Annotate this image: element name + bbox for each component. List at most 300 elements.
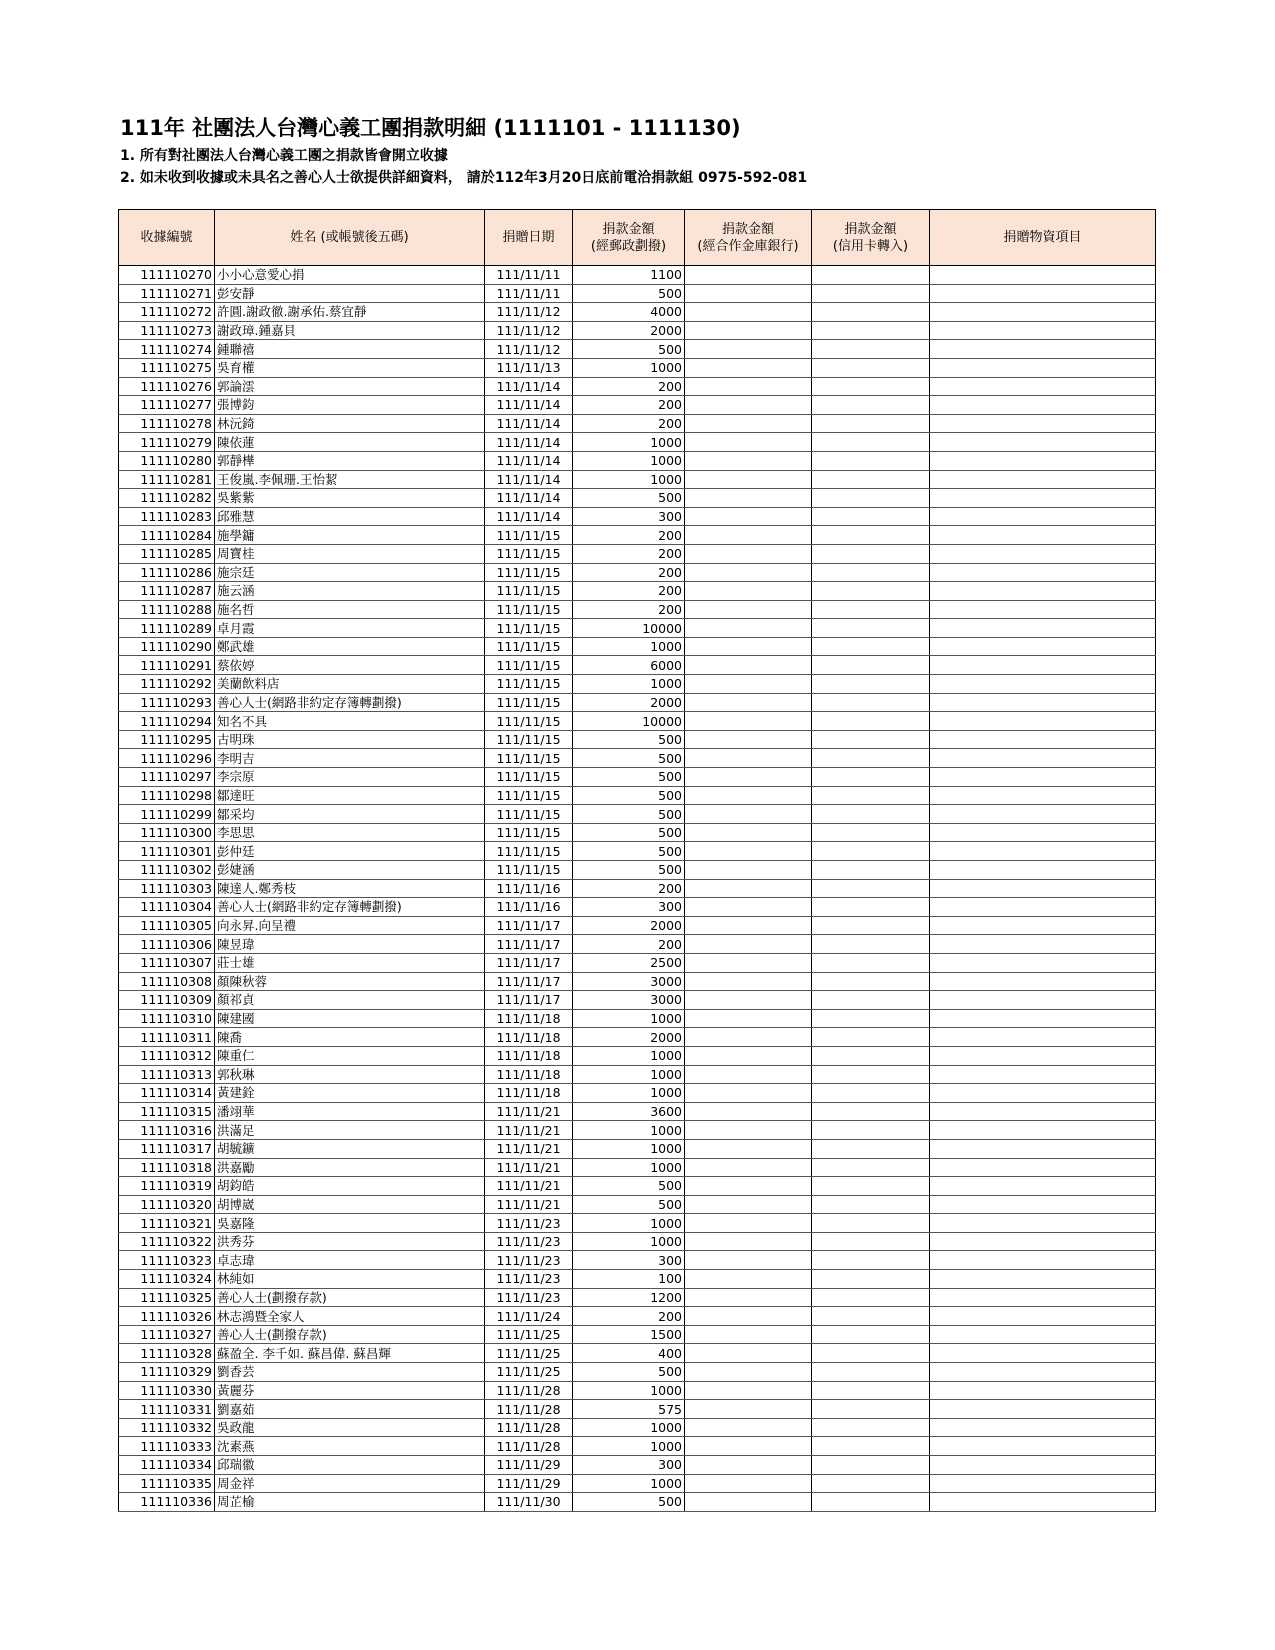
table-row xyxy=(119,1158,1156,1177)
cell-amount-bank xyxy=(685,1270,812,1289)
cell-amount-postal: 500 xyxy=(573,1363,685,1382)
cell-amount-bank xyxy=(685,1009,812,1028)
cell-amount-postal: 1000 xyxy=(573,451,685,470)
cell-items xyxy=(930,451,1156,470)
cell-name: 向永昇.向呈禮 xyxy=(215,916,485,935)
cell-receipt-no: 111110298 xyxy=(119,786,215,805)
cell-amount-card xyxy=(812,451,930,470)
cell-amount-card xyxy=(812,340,930,359)
cell-date: 111/11/17 xyxy=(485,972,573,991)
cell-receipt-no: 111110294 xyxy=(119,712,215,731)
cell-date: 111/11/15 xyxy=(485,712,573,731)
cell-amount-card xyxy=(812,414,930,433)
table-row xyxy=(119,675,1156,694)
cell-amount-bank xyxy=(685,489,812,508)
cell-items xyxy=(930,1084,1156,1103)
cell-amount-bank xyxy=(685,768,812,787)
table-row xyxy=(119,1344,1156,1363)
cell-items xyxy=(930,563,1156,582)
cell-amount-card xyxy=(812,563,930,582)
cell-receipt-no: 111110274 xyxy=(119,340,215,359)
table-row xyxy=(119,1437,1156,1456)
cell-date: 111/11/18 xyxy=(485,1009,573,1028)
note-contact: 2. 如未收到收據或未具名之善心人士欲提供詳細資料， 請於112年3月20日底前電洽捐款組 0975-592-081 xyxy=(120,170,808,186)
cell-date: 111/11/15 xyxy=(485,675,573,694)
cell-date: 111/11/14 xyxy=(485,433,573,452)
cell-amount-card xyxy=(812,656,930,675)
cell-amount-postal: 500 xyxy=(573,340,685,359)
cell-items xyxy=(930,303,1156,322)
cell-amount-card xyxy=(812,358,930,377)
cell-receipt-no: 111110316 xyxy=(119,1121,215,1140)
cell-items xyxy=(930,1139,1156,1158)
cell-receipt-no: 111110331 xyxy=(119,1400,215,1419)
table-row xyxy=(119,1009,1156,1028)
cell-amount-card xyxy=(812,526,930,545)
cell-name: 周寶桂 xyxy=(215,544,485,563)
cell-items xyxy=(930,693,1156,712)
cell-amount-card xyxy=(812,898,930,917)
cell-date: 111/11/28 xyxy=(485,1418,573,1437)
cell-amount-card xyxy=(812,1065,930,1084)
cell-amount-card xyxy=(812,953,930,972)
cell-receipt-no: 111110315 xyxy=(119,1102,215,1121)
cell-name: 潘翊華 xyxy=(215,1102,485,1121)
cell-amount-card xyxy=(812,1363,930,1382)
table-row xyxy=(119,1028,1156,1047)
cell-amount-card xyxy=(812,972,930,991)
cell-amount-card xyxy=(812,879,930,898)
cell-name: 陳昱瑋 xyxy=(215,935,485,954)
cell-date: 111/11/12 xyxy=(485,340,573,359)
cell-receipt-no: 111110293 xyxy=(119,693,215,712)
table-row xyxy=(119,861,1156,880)
table-row xyxy=(119,414,1156,433)
cell-name: 彭仲廷 xyxy=(215,842,485,861)
cell-receipt-no: 111110303 xyxy=(119,879,215,898)
cell-amount-postal: 500 xyxy=(573,1177,685,1196)
cell-items xyxy=(930,1028,1156,1047)
cell-receipt-no: 111110300 xyxy=(119,823,215,842)
cell-amount-card xyxy=(812,768,930,787)
table-row xyxy=(119,953,1156,972)
table-row xyxy=(119,582,1156,601)
cell-amount-postal: 1000 xyxy=(573,1474,685,1493)
cell-name: 蔡依婷 xyxy=(215,656,485,675)
cell-amount-postal: 1000 xyxy=(573,1046,685,1065)
note-receipt: 1. 所有對社團法人台灣心義工團之捐款皆會開立收據 xyxy=(120,148,448,164)
cell-items xyxy=(930,1009,1156,1028)
cell-amount-card xyxy=(812,1381,930,1400)
cell-amount-postal: 500 xyxy=(573,861,685,880)
cell-items xyxy=(930,284,1156,303)
cell-amount-card xyxy=(812,470,930,489)
cell-receipt-no: 111110321 xyxy=(119,1214,215,1233)
cell-amount-card xyxy=(812,1232,930,1251)
cell-amount-card xyxy=(812,303,930,322)
cell-items xyxy=(930,675,1156,694)
cell-date: 111/11/14 xyxy=(485,377,573,396)
cell-items xyxy=(930,414,1156,433)
table-row xyxy=(119,712,1156,731)
table-row xyxy=(119,1456,1156,1475)
table-row xyxy=(119,489,1156,508)
cell-amount-postal: 4000 xyxy=(573,303,685,322)
cell-name: 林志鴻暨全家人 xyxy=(215,1307,485,1326)
cell-name: 郭論澐 xyxy=(215,377,485,396)
cell-amount-card xyxy=(812,266,930,285)
cell-receipt-no: 111110304 xyxy=(119,898,215,917)
cell-receipt-no: 111110314 xyxy=(119,1084,215,1103)
table-row xyxy=(119,619,1156,638)
cell-amount-postal: 200 xyxy=(573,935,685,954)
cell-amount-card xyxy=(812,321,930,340)
table-row xyxy=(119,1046,1156,1065)
cell-receipt-no: 111110309 xyxy=(119,991,215,1010)
table-row xyxy=(119,842,1156,861)
cell-name: 顏陳秋蓉 xyxy=(215,972,485,991)
cell-receipt-no: 111110333 xyxy=(119,1437,215,1456)
cell-receipt-no: 111110310 xyxy=(119,1009,215,1028)
table-row xyxy=(119,1102,1156,1121)
cell-amount-bank xyxy=(685,935,812,954)
cell-name: 陳達人.鄭秀枝 xyxy=(215,879,485,898)
cell-amount-bank xyxy=(685,1232,812,1251)
cell-items xyxy=(930,935,1156,954)
cell-items xyxy=(930,1474,1156,1493)
cell-amount-postal: 1000 xyxy=(573,1139,685,1158)
cell-amount-postal: 1500 xyxy=(573,1325,685,1344)
cell-amount-bank xyxy=(685,712,812,731)
cell-date: 111/11/11 xyxy=(485,266,573,285)
cell-amount-postal: 1000 xyxy=(573,1121,685,1140)
cell-amount-postal: 300 xyxy=(573,1251,685,1270)
cell-receipt-no: 111110330 xyxy=(119,1381,215,1400)
table-row xyxy=(119,805,1156,824)
cell-receipt-no: 111110318 xyxy=(119,1158,215,1177)
cell-amount-bank xyxy=(685,563,812,582)
cell-amount-card xyxy=(812,1344,930,1363)
table-row xyxy=(119,637,1156,656)
cell-name: 鄭武雄 xyxy=(215,637,485,656)
table-row xyxy=(119,1251,1156,1270)
cell-amount-postal: 500 xyxy=(573,842,685,861)
cell-amount-bank xyxy=(685,805,812,824)
cell-date: 111/11/21 xyxy=(485,1158,573,1177)
cell-date: 111/11/25 xyxy=(485,1344,573,1363)
cell-amount-postal: 500 xyxy=(573,1195,685,1214)
cell-date: 111/11/15 xyxy=(485,563,573,582)
cell-amount-bank xyxy=(685,1288,812,1307)
cell-date: 111/11/15 xyxy=(485,656,573,675)
cell-amount-postal: 200 xyxy=(573,600,685,619)
cell-items xyxy=(930,972,1156,991)
cell-amount-card xyxy=(812,1177,930,1196)
cell-amount-bank xyxy=(685,1456,812,1475)
cell-items xyxy=(930,861,1156,880)
cell-receipt-no: 111110280 xyxy=(119,451,215,470)
cell-amount-postal: 200 xyxy=(573,414,685,433)
cell-amount-postal: 300 xyxy=(573,507,685,526)
cell-items xyxy=(930,1363,1156,1382)
cell-receipt-no: 111110270 xyxy=(119,266,215,285)
cell-date: 111/11/15 xyxy=(485,693,573,712)
cell-name: 林純如 xyxy=(215,1270,485,1289)
header-amount-postal: 捐款金額 (經郵政劃撥) xyxy=(573,210,685,266)
cell-items xyxy=(930,786,1156,805)
cell-amount-bank xyxy=(685,321,812,340)
cell-items xyxy=(930,805,1156,824)
cell-receipt-no: 111110275 xyxy=(119,358,215,377)
cell-date: 111/11/29 xyxy=(485,1456,573,1475)
cell-date: 111/11/14 xyxy=(485,414,573,433)
cell-items xyxy=(930,1288,1156,1307)
cell-name: 古明珠 xyxy=(215,730,485,749)
page-title: 111年 社團法人台灣心義工團捐款明細 (1111101 - 1111130) xyxy=(120,116,741,140)
cell-amount-bank xyxy=(685,1028,812,1047)
table-row xyxy=(119,1065,1156,1084)
cell-name: 卓志瑋 xyxy=(215,1251,485,1270)
table-row xyxy=(119,1325,1156,1344)
cell-amount-bank xyxy=(685,1400,812,1419)
cell-amount-bank xyxy=(685,1251,812,1270)
table-row xyxy=(119,600,1156,619)
cell-name: 郭秋琳 xyxy=(215,1065,485,1084)
cell-amount-postal: 200 xyxy=(573,377,685,396)
cell-amount-card xyxy=(812,1437,930,1456)
cell-amount-card xyxy=(812,1121,930,1140)
cell-date: 111/11/12 xyxy=(485,303,573,322)
cell-amount-postal: 1000 xyxy=(573,675,685,694)
table-row xyxy=(119,451,1156,470)
cell-receipt-no: 111110336 xyxy=(119,1493,215,1512)
header-amount-card: 捐款金額 (信用卡轉入) xyxy=(812,210,930,266)
cell-amount-card xyxy=(812,637,930,656)
cell-items xyxy=(930,1344,1156,1363)
cell-amount-postal: 1000 xyxy=(573,1381,685,1400)
cell-amount-card xyxy=(812,433,930,452)
table-row xyxy=(119,266,1156,285)
cell-date: 111/11/23 xyxy=(485,1232,573,1251)
cell-amount-postal: 500 xyxy=(573,805,685,824)
cell-amount-bank xyxy=(685,1214,812,1233)
cell-amount-bank xyxy=(685,730,812,749)
cell-amount-bank xyxy=(685,786,812,805)
cell-amount-bank xyxy=(685,1493,812,1512)
cell-amount-card xyxy=(812,489,930,508)
table-row xyxy=(119,284,1156,303)
cell-amount-postal: 6000 xyxy=(573,656,685,675)
cell-date: 111/11/23 xyxy=(485,1270,573,1289)
cell-amount-card xyxy=(812,582,930,601)
cell-name: 洪滿足 xyxy=(215,1121,485,1140)
cell-amount-bank xyxy=(685,526,812,545)
cell-receipt-no: 111110328 xyxy=(119,1344,215,1363)
table-row xyxy=(119,470,1156,489)
table-row xyxy=(119,693,1156,712)
cell-receipt-no: 111110282 xyxy=(119,489,215,508)
cell-date: 111/11/15 xyxy=(485,805,573,824)
table-row xyxy=(119,358,1156,377)
cell-amount-bank xyxy=(685,1474,812,1493)
cell-amount-postal: 100 xyxy=(573,1270,685,1289)
cell-date: 111/11/23 xyxy=(485,1288,573,1307)
cell-amount-card xyxy=(812,1251,930,1270)
cell-amount-postal: 575 xyxy=(573,1400,685,1419)
cell-amount-bank xyxy=(685,470,812,489)
cell-items xyxy=(930,1270,1156,1289)
cell-amount-postal: 3000 xyxy=(573,991,685,1010)
cell-amount-card xyxy=(812,1456,930,1475)
table-row xyxy=(119,377,1156,396)
cell-name: 鄒達旺 xyxy=(215,786,485,805)
cell-amount-postal: 1000 xyxy=(573,1437,685,1456)
table-row xyxy=(119,935,1156,954)
cell-amount-postal: 500 xyxy=(573,786,685,805)
cell-amount-bank xyxy=(685,1325,812,1344)
cell-amount-bank xyxy=(685,842,812,861)
cell-date: 111/11/15 xyxy=(485,823,573,842)
cell-amount-postal: 1000 xyxy=(573,1418,685,1437)
cell-amount-postal: 10000 xyxy=(573,619,685,638)
cell-amount-card xyxy=(812,600,930,619)
cell-items xyxy=(930,1325,1156,1344)
table-row xyxy=(119,991,1156,1010)
cell-receipt-no: 111110295 xyxy=(119,730,215,749)
cell-amount-card xyxy=(812,1400,930,1419)
cell-amount-postal: 200 xyxy=(573,563,685,582)
table-row xyxy=(119,786,1156,805)
cell-amount-card xyxy=(812,1214,930,1233)
cell-receipt-no: 111110286 xyxy=(119,563,215,582)
cell-receipt-no: 111110288 xyxy=(119,600,215,619)
cell-name: 黃麗芬 xyxy=(215,1381,485,1400)
cell-amount-postal: 1000 xyxy=(573,1214,685,1233)
cell-name: 邱雅慧 xyxy=(215,507,485,526)
cell-amount-card xyxy=(812,1474,930,1493)
table-row xyxy=(119,1139,1156,1158)
cell-amount-postal: 200 xyxy=(573,582,685,601)
table-row xyxy=(119,730,1156,749)
cell-receipt-no: 111110284 xyxy=(119,526,215,545)
header-date: 捐贈日期 xyxy=(485,210,573,266)
cell-receipt-no: 111110277 xyxy=(119,396,215,415)
cell-items xyxy=(930,637,1156,656)
cell-items xyxy=(930,489,1156,508)
cell-date: 111/11/18 xyxy=(485,1065,573,1084)
table-row xyxy=(119,507,1156,526)
cell-items xyxy=(930,712,1156,731)
cell-items xyxy=(930,916,1156,935)
header-receipt-no: 收據編號 xyxy=(119,210,215,266)
cell-amount-card xyxy=(812,619,930,638)
cell-date: 111/11/15 xyxy=(485,749,573,768)
table-row xyxy=(119,303,1156,322)
cell-receipt-no: 111110326 xyxy=(119,1307,215,1326)
cell-amount-postal: 2000 xyxy=(573,321,685,340)
cell-amount-bank xyxy=(685,1177,812,1196)
table-row xyxy=(119,1474,1156,1493)
cell-items xyxy=(930,340,1156,359)
cell-name: 沈素燕 xyxy=(215,1437,485,1456)
cell-amount-card xyxy=(812,544,930,563)
cell-amount-card xyxy=(812,675,930,694)
cell-receipt-no: 111110323 xyxy=(119,1251,215,1270)
cell-amount-card xyxy=(812,842,930,861)
cell-items xyxy=(930,1493,1156,1512)
table-row xyxy=(119,823,1156,842)
cell-items xyxy=(930,749,1156,768)
table-row xyxy=(119,1214,1156,1233)
cell-receipt-no: 111110327 xyxy=(119,1325,215,1344)
cell-receipt-no: 111110297 xyxy=(119,768,215,787)
cell-amount-bank xyxy=(685,396,812,415)
cell-items xyxy=(930,526,1156,545)
cell-date: 111/11/15 xyxy=(485,786,573,805)
cell-name: 吳育權 xyxy=(215,358,485,377)
cell-name: 李思思 xyxy=(215,823,485,842)
cell-date: 111/11/15 xyxy=(485,526,573,545)
cell-amount-postal: 2000 xyxy=(573,1028,685,1047)
cell-amount-postal: 300 xyxy=(573,1456,685,1475)
cell-amount-postal: 2500 xyxy=(573,953,685,972)
cell-amount-postal: 200 xyxy=(573,526,685,545)
cell-name: 邱瑞徽 xyxy=(215,1456,485,1475)
cell-date: 111/11/30 xyxy=(485,1493,573,1512)
cell-amount-postal: 500 xyxy=(573,284,685,303)
header-amount-bank: 捐款金額 (經合作金庫銀行) xyxy=(685,210,812,266)
cell-name: 善心人士(劃撥存款) xyxy=(215,1325,485,1344)
cell-items xyxy=(930,1195,1156,1214)
donation-table xyxy=(118,209,1156,1512)
cell-amount-postal: 1000 xyxy=(573,358,685,377)
cell-amount-bank xyxy=(685,433,812,452)
cell-amount-postal: 1000 xyxy=(573,1065,685,1084)
cell-name: 林沅錡 xyxy=(215,414,485,433)
cell-amount-card xyxy=(812,935,930,954)
table-row xyxy=(119,749,1156,768)
cell-receipt-no: 111110278 xyxy=(119,414,215,433)
cell-date: 111/11/15 xyxy=(485,600,573,619)
cell-receipt-no: 111110279 xyxy=(119,433,215,452)
cell-date: 111/11/15 xyxy=(485,582,573,601)
cell-amount-bank xyxy=(685,1084,812,1103)
cell-name: 陳依蓮 xyxy=(215,433,485,452)
cell-items xyxy=(930,1102,1156,1121)
table-row xyxy=(119,1084,1156,1103)
cell-name: 吳嘉隆 xyxy=(215,1214,485,1233)
cell-name: 鄒采均 xyxy=(215,805,485,824)
cell-name: 善心人士(網路非約定存簿轉劃撥) xyxy=(215,898,485,917)
cell-receipt-no: 111110289 xyxy=(119,619,215,638)
cell-date: 111/11/17 xyxy=(485,935,573,954)
cell-amount-card xyxy=(812,991,930,1010)
cell-amount-postal: 1000 xyxy=(573,1232,685,1251)
cell-date: 111/11/18 xyxy=(485,1046,573,1065)
cell-receipt-no: 111110325 xyxy=(119,1288,215,1307)
table-row xyxy=(119,898,1156,917)
cell-receipt-no: 111110335 xyxy=(119,1474,215,1493)
cell-name: 施云涵 xyxy=(215,582,485,601)
cell-date: 111/11/15 xyxy=(485,544,573,563)
cell-amount-card xyxy=(812,1046,930,1065)
cell-receipt-no: 111110311 xyxy=(119,1028,215,1047)
cell-name: 陳重仁 xyxy=(215,1046,485,1065)
cell-name: 王俊嵐.李佩珊.王怡絜 xyxy=(215,470,485,489)
cell-date: 111/11/29 xyxy=(485,1474,573,1493)
cell-date: 111/11/16 xyxy=(485,879,573,898)
cell-receipt-no: 111110334 xyxy=(119,1456,215,1475)
